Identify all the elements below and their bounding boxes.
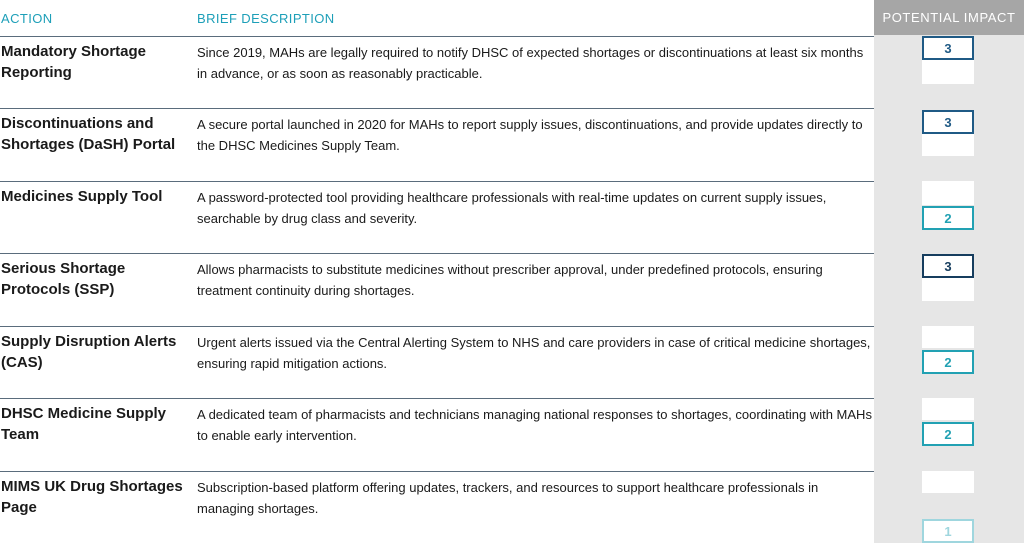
header-action: ACTION <box>1 11 53 26</box>
action-label: DHSC Medicine Supply Team <box>1 405 167 443</box>
action-label: Mandatory Shortage Reporting <box>1 43 147 81</box>
table-row <box>0 253 1024 326</box>
action-label: Medicines Supply Tool <box>1 188 163 205</box>
action-label: MIMS UK Drug Shortages Page <box>1 478 183 516</box>
impact-cell-gap <box>922 326 974 348</box>
action-label: Discontinuations and Shortages (DaSH) Portal <box>1 115 176 153</box>
row-divider <box>0 253 874 254</box>
header-brief-description: BRIEF DESCRIPTION <box>197 11 335 26</box>
impact-badge: 3 <box>922 110 974 134</box>
impact-badge: 3 <box>922 36 974 60</box>
table-row <box>0 181 1024 254</box>
action-description: Allows pharmacists to substitute medicines without prescriber approval, under predefined protocols, ensuring treatment continuity during shortages. <box>197 262 823 298</box>
row-divider <box>0 108 874 109</box>
impact-cell-gap <box>922 277 974 301</box>
header-potential-impact: POTENTIAL IMPACT <box>874 0 1024 35</box>
action-description: A password-protected tool providing healthcare professionals with real-time updates on current supply issues, searchable by drug class and severity. <box>197 190 827 226</box>
table-row <box>0 398 1024 471</box>
impact-badge: 2 <box>922 206 974 230</box>
action-description: Since 2019, MAHs are legally required to notify DHSC of expected shortages or discontinuations at least six months in advance, or as soon as reasonably practicable. <box>197 45 864 81</box>
impact-badge: 2 <box>922 422 974 446</box>
impact-cell-gap <box>922 398 974 420</box>
row-divider <box>0 471 874 472</box>
row-divider <box>0 181 874 182</box>
table-row <box>0 36 1024 109</box>
table-row <box>0 326 1024 399</box>
row-divider <box>0 36 874 37</box>
impact-badge: 1 <box>922 519 974 543</box>
action-label: Serious Shortage Protocols (SSP) <box>1 260 126 298</box>
impact-cell-gap <box>922 471 974 493</box>
impact-cell-gap <box>922 181 974 205</box>
table-row <box>0 108 1024 181</box>
impact-cell-gap <box>922 58 974 84</box>
row-divider <box>0 398 874 399</box>
impact-badge: 2 <box>922 350 974 374</box>
impact-cell-gap <box>922 132 974 156</box>
impact-badge: 3 <box>922 254 974 278</box>
action-description: Urgent alerts issued via the Central Alerting System to NHS and care providers in case of critical medicine shortages, ensuring rapid mitigation actions. <box>197 335 871 371</box>
action-description: A dedicated team of pharmacists and technicians managing national responses to shortages, coordinating with MAHs to enable early intervention. <box>197 407 872 443</box>
action-description: A secure portal launched in 2020 for MAHs to report supply issues, discontinuations, and provide updates directly to the DHSC Medicines Supply Team. <box>197 117 863 153</box>
action-label: Supply Disruption Alerts (CAS) <box>1 333 177 371</box>
row-divider <box>0 326 874 327</box>
table-row <box>0 471 1024 543</box>
action-description: Subscription-based platform offering updates, trackers, and resources to support healthcare professionals in managing shortages. <box>197 480 819 516</box>
